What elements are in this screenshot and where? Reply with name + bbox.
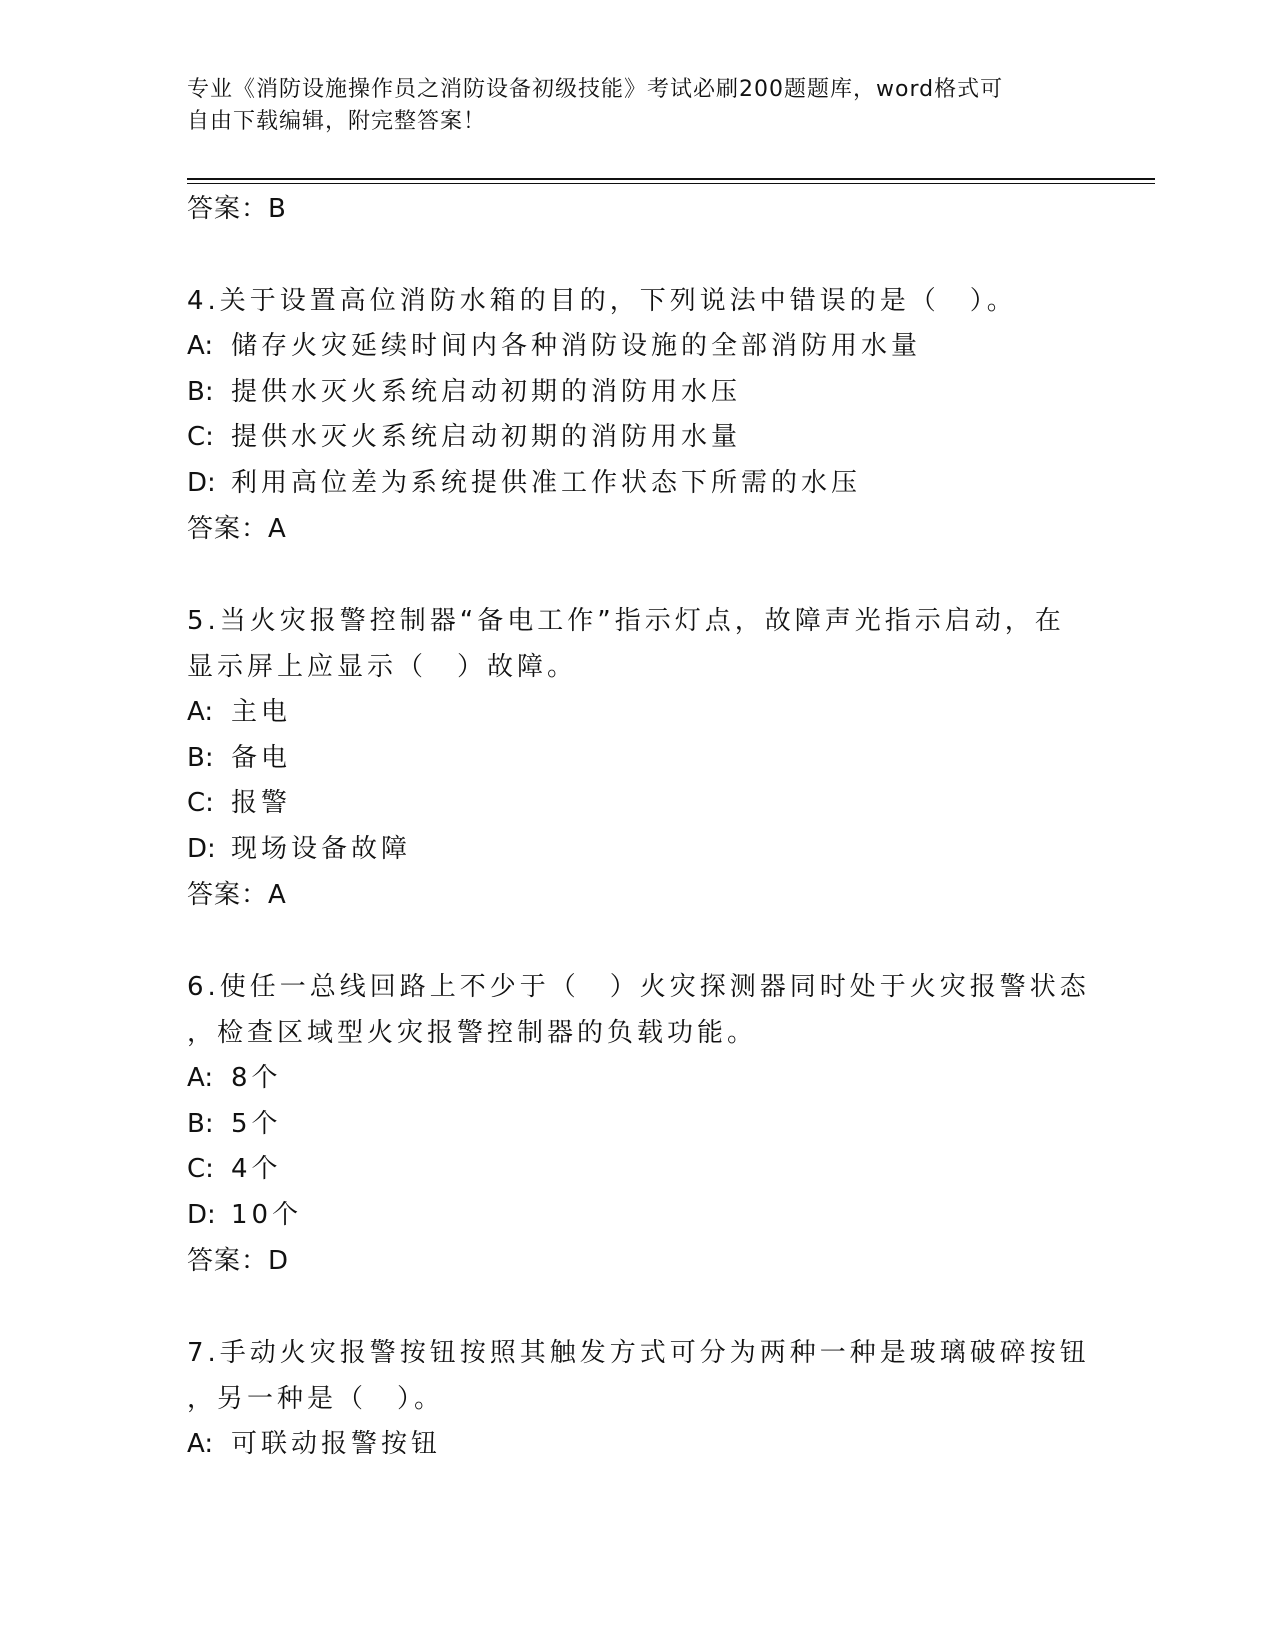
option-text: 可联动报警按钮 [231, 1429, 442, 1459]
answer-line: 答案：B [187, 194, 287, 224]
question-text: 4.关于设置高位消防水箱的目的，下列说法中错误的是（ ）。 [187, 286, 1017, 316]
option-text: 利用高位差为系统提供准工作状态下所需的水压 [231, 467, 862, 498]
question-text: 5.当火灾报警控制器“备电工作”指示灯点，故障声光指示启动，在 [187, 606, 1065, 636]
option-text: 5个 [231, 1108, 282, 1139]
answer-line: 答案：D [187, 1246, 290, 1276]
option-text: 储存火灾延续时间内各种消防设施的全部消防用水量 [231, 331, 922, 361]
answer-line: 答案：A [187, 514, 287, 544]
option-key: A: [187, 1429, 214, 1459]
header-divider [187, 178, 1155, 184]
option-text: 8个 [231, 1063, 282, 1093]
option-c [187, 1147, 1087, 1193]
option-d [187, 461, 1087, 507]
option-text: 10个 [231, 1199, 303, 1230]
option-key: A: [187, 331, 214, 361]
option-b [187, 736, 1087, 782]
option-a [187, 324, 1087, 370]
option-a [187, 690, 1087, 736]
question-block [187, 1330, 1090, 1468]
option-key: D: [187, 467, 216, 498]
question-block [187, 964, 1090, 1284]
option-key: B: [187, 742, 214, 773]
option-d [187, 1193, 1087, 1239]
option-text: 提供水灭火系统启动初期的消防用水量 [231, 422, 742, 452]
option-text: 主电 [231, 697, 292, 727]
option-key: D: [187, 833, 216, 864]
option-a [187, 1056, 1087, 1102]
answer-line: 答案：A [187, 880, 287, 910]
question-text: 7.手动火灾报警按钮按照其触发方式可分为两种一种是玻璃破碎按钮 [187, 1338, 1090, 1368]
question-block [187, 598, 1087, 918]
option-b [187, 370, 1087, 416]
document-header [187, 74, 1067, 138]
option-d [187, 827, 1087, 873]
question-block [187, 278, 1087, 552]
option-text: 4个 [231, 1154, 282, 1184]
header-line-1: 专业《消防设施操作员之消防设备初级技能》考试必刷200题题库，word格式可 [187, 77, 1004, 102]
option-b [187, 1102, 1087, 1148]
option-c [187, 781, 1087, 827]
document-body [187, 186, 1090, 1468]
option-a [187, 1422, 1087, 1468]
option-key: B: [187, 376, 214, 407]
option-text: 备电 [231, 742, 292, 773]
option-c [187, 415, 1087, 461]
option-text: 报警 [231, 788, 292, 818]
question-text: 6.使任一总线回路上不少于（ ）火灾探测器同时处于火灾报警状态 [187, 972, 1090, 1002]
header-line-2: 自由下载编辑，附完整答案！ [187, 109, 487, 134]
question-text: ，另一种是（ ）。 [187, 1384, 445, 1414]
option-key: B: [187, 1108, 214, 1139]
option-text: 现场设备故障 [231, 833, 412, 864]
option-key: A: [187, 697, 214, 727]
option-key: C: [187, 1154, 214, 1184]
option-text: 提供水灭火系统启动初期的消防用水压 [231, 376, 742, 407]
option-key: A: [187, 1063, 214, 1093]
option-key: D: [187, 1199, 216, 1230]
question-text: 显示屏上应显示（ ）故障。 [187, 652, 578, 682]
option-key: C: [187, 788, 214, 818]
option-key: C: [187, 422, 214, 452]
question-text: ，检查区域型火灾报警控制器的负载功能。 [187, 1018, 758, 1048]
